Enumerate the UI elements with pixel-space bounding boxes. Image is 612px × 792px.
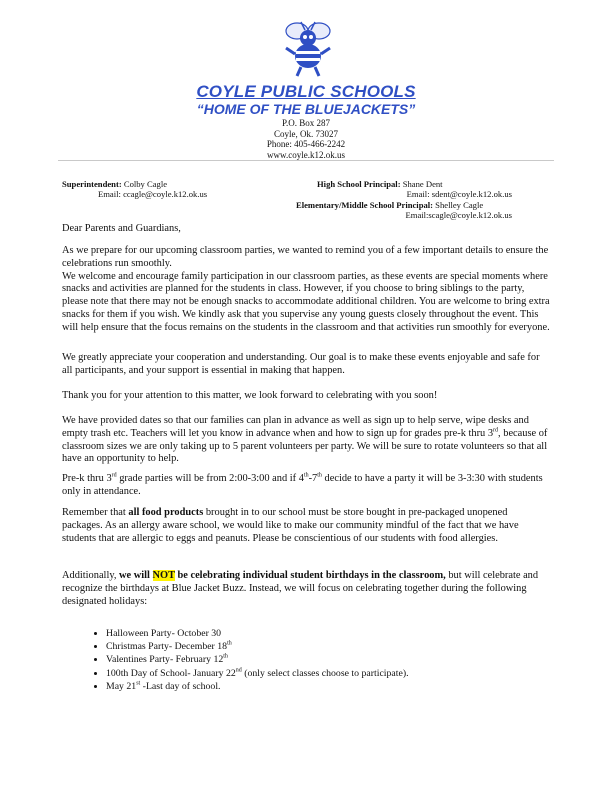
paragraph-3: We greatly appreciate your cooperation and understanding. Our goal is to make these events enjoyable and safe for all participants, and your support is essential in making that happen. (62, 352, 540, 376)
p8-bold-1: we will (119, 570, 153, 581)
paragraph-intro (62, 245, 550, 335)
holiday-item-last-day (106, 680, 586, 693)
p8-text-b: but will celebrate and recognize the birthdays at Blue Jacket Buzz. Instead, we will focus on celebrating together during the following designated holidays: (62, 570, 539, 607)
bee-mascot-icon (283, 18, 333, 80)
school-name: COYLE PUBLIC SCHOOLS (196, 82, 416, 101)
address-website: www.coyle.k12.ok.us (267, 149, 345, 160)
p5-text-b: , because of classroom sizes we are only taking up to 5 parent volunteers per party. We will be sure to rotate volunteers so that all have an opportunity to help. (62, 427, 548, 465)
principals-block (280, 179, 512, 221)
holiday-item-valentines (106, 653, 586, 666)
elem-principal-email: Email:scagle@coyle.k12.ok.us (405, 210, 512, 221)
p6-sup-2: th (303, 472, 309, 479)
p8-not-highlight: NOT (152, 570, 175, 581)
holiday-item-halloween (106, 627, 586, 640)
hs-principal-email-label: Email: (406, 189, 430, 200)
holiday-item-100th-day (106, 667, 586, 680)
holiday-text: Halloween Party- October 30 (106, 628, 222, 639)
p6-text-a: Pre-k thru 3 (62, 473, 112, 484)
superintendent-name: Colby Cagle (123, 179, 168, 189)
p7-text-a: Remember that (62, 507, 129, 518)
address-phone: Phone: 405-466-2242 (266, 139, 346, 149)
superintendent-email: ccagle@coyle.k12.ok.us (123, 189, 208, 200)
elem-principal-label: Elementary/Middle School Principal: (296, 199, 434, 210)
paragraph-2: We welcome and encourage family participation in our classroom parties, as these events are special moments where snacks and activities are planned for the students in class. However, if you choose to bring siblings to the party, please note that there may not be enough snacks to accommodate additional children. You are welcome to bring extra snacks for them if you wish. We kindly ask that you supervise any young guests closely throughout the event. This will help ensure that the focus remains on the students in the classroom and that activities run smoothly for everyone. (62, 270, 550, 333)
holiday-sup: th (227, 640, 232, 647)
holiday-text: Valentines Party- February 12 (106, 654, 224, 666)
p7-bold: all food products (128, 507, 204, 518)
holiday-rest: -Last day of school. (140, 680, 221, 692)
p6-sup-1: rd (111, 472, 117, 479)
p6-text-b: grade parties will be from 2:00-3:00 and if 4 (116, 473, 304, 484)
school-address (0, 118, 612, 160)
holiday-list (62, 627, 586, 693)
letter-greeting: Dear Parents and Guardians, (62, 223, 181, 234)
superintendent-block (62, 179, 292, 200)
address-city: Coyle, Ok. 73027 (274, 128, 338, 139)
holiday-sup: th (223, 654, 228, 661)
school-motto: “HOME OF THE BLUEJACKETS” (196, 101, 416, 117)
superintendent-email-label: Email: (98, 189, 121, 200)
elem-principal-name: Shelley Cagle (435, 199, 484, 210)
paragraph-5 (62, 415, 550, 466)
header-divider (58, 160, 554, 161)
superintendent-label: Superintendent: (62, 179, 122, 189)
holiday-text: Christmas Party- December 18 (106, 641, 228, 653)
hs-principal-label: High School Principal: (317, 179, 401, 189)
hs-principal-name: Shane Dent (402, 179, 443, 189)
holiday-sup: st (136, 680, 141, 687)
hs-principal-email: sdent@coyle.k12.ok.us (431, 189, 512, 200)
paragraph-4: Thank you for your attention to this matter, we look forward to celebrating with you soon! (62, 390, 438, 401)
holiday-rest: (only select classes choose to participate). (241, 667, 409, 679)
p8-text-a: Additionally, (62, 570, 120, 581)
paragraph-8 (62, 570, 550, 608)
p6-sup-3: th (317, 472, 322, 479)
p6-text-c: -7 (308, 473, 318, 484)
paragraph-7 (62, 507, 550, 545)
holiday-text: May 21 (106, 680, 137, 692)
p5-sup: rd (493, 427, 499, 434)
holiday-text: 100th Day of School- January 22 (106, 667, 236, 679)
p8-bold-2: be celebrating individual student birthdays in the classroom, (174, 570, 446, 581)
bluejacket-bee-logo (283, 18, 333, 80)
paragraph-1: As we prepare for our upcoming classroom parties, we wanted to remind you of a few important details to ensure the celebrations run smoothly. (62, 245, 549, 269)
p6-text-d: decide to have a party it will be 3-3:30 with students only in attendance. (62, 473, 543, 497)
p5-text-a: We have provided dates so that our families can plan in advance as well as sign up to help serve, wipe desks and empty trash etc. Teachers will let you know in advance when and how to sign up for grades pre-k thru 3 (62, 415, 529, 439)
address-po-box: P.O. Box 287 (281, 118, 330, 128)
holiday-item-christmas (106, 640, 586, 653)
paragraph-6 (62, 473, 550, 499)
p7-text-b: brought in to our school must be store bought in pre-packaged unopened packages. As an allergy aware school, we would like to make our community mindful of the fact that we have students that are allergic to eggs and peanuts. Please be conscientious of our students with food allergies. (62, 507, 519, 544)
holiday-sup: nd (235, 667, 242, 674)
